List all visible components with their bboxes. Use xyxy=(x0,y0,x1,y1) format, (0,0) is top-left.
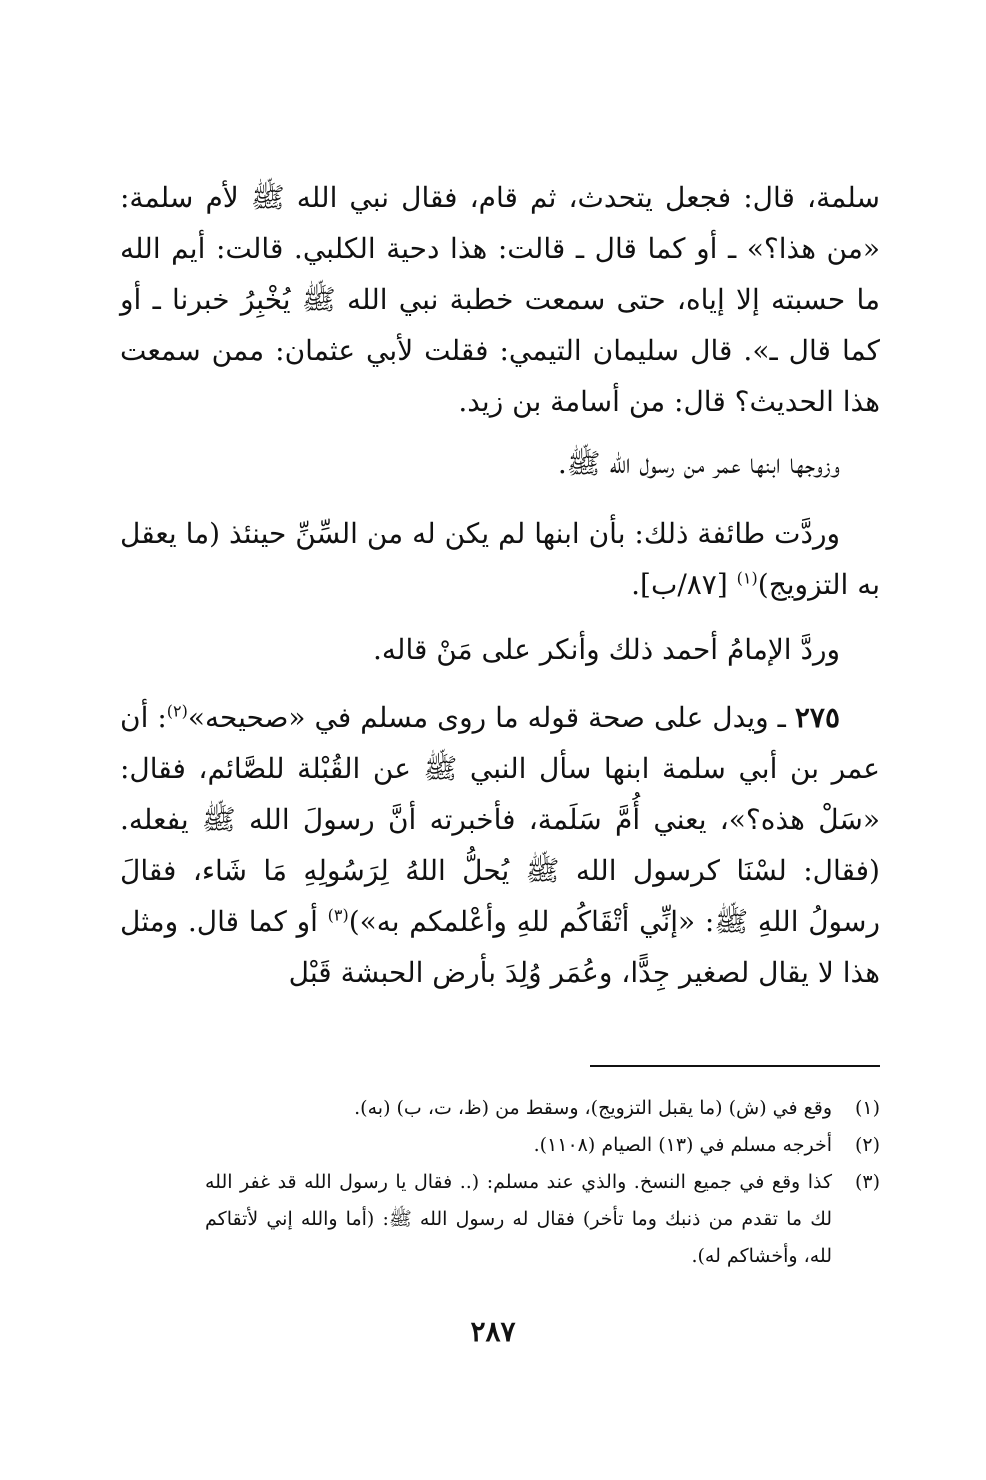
paragraph-number: ٢٧٥ xyxy=(794,701,840,734)
body-text-4 xyxy=(120,624,880,675)
paragraph-objection xyxy=(120,508,880,610)
p275-text-3: أو كما قال. ومثل هذا لا يقال لصغير جِدًّا، وعُمَر وُلِدَ بأرض الحبشة قَبْل xyxy=(120,905,880,989)
paragraph-275 xyxy=(120,692,880,998)
footnote-divider xyxy=(590,1065,880,1067)
body-text-3 xyxy=(120,508,880,610)
footnote-3 xyxy=(205,1164,880,1275)
footnotes xyxy=(205,1090,880,1275)
footnote-ref-3[interactable]: (٣) xyxy=(327,905,349,925)
footnote-ref-2[interactable]: (٢) xyxy=(166,701,188,721)
folio-marker: [٨٧/ب]. xyxy=(631,568,737,601)
footnote-1 xyxy=(205,1090,880,1127)
page-number: ٢٨٧ xyxy=(470,1315,516,1348)
body-text-2 xyxy=(120,438,880,489)
paragraph-marriage: وزوجها ابنها عمر من رسول الله ﷺ. xyxy=(557,447,840,480)
footnote-text: أخرجه مسلم في (١٣) الصيام (١١٠٨). xyxy=(533,1134,832,1156)
body-text xyxy=(120,172,880,427)
footnote-text: كذا وقع في جميع النسخ. والذي عند مسلم: (.. فقال يا رسول الله قد غفر الله لك ما تقدم من ذنبك وما تأخر) فقال له رسول الله ﷺ: (أما والله إني لأتقاكم لله، وأخشاكم له). xyxy=(205,1171,832,1267)
footnote-2 xyxy=(205,1127,880,1164)
body-text-5 xyxy=(120,692,880,998)
paragraph-hadith-continuation: سلمة، قال: فجعل يتحدث، ثم قام، فقال نبي الله ﷺ لأم سلمة: «من هذا؟» ـ أو كما قال ـ قالت: هذا دحية الكلبي. قالت: أيم الله ما حسبته إلا إياه، حتى سمعت خطبة نبي الله ﷺ يُخْبِرُ خبرنا ـ أو كما قال ـ». قال سليمان التيمي: فقلت لأبي عثمان: ممن سمعت هذا الحديث؟ قال: من أسامة بن زيد. xyxy=(120,181,880,418)
paragraph-rebuttal: وردَّ الإمامُ أحمد ذلك وأنكر على مَنْ قاله. xyxy=(373,633,840,666)
objection-text: وردَّت طائفة ذلك: بأن ابنها لم يكن له من السِّنِّ حينئذ (ما يعقل به التزويج) xyxy=(120,517,880,601)
p275-text-2: : أن عمر بن أبي سلمة ابنها سأل النبي ﷺ عن القُبْلة للصَّائم، فقال: «سَلْ هذه؟»، يعني أُمَّ سَلَمة، فأخبرته أنَّ رسولَ الله ﷺ يفعله. (فقال: لسْنَا كرسول الله ﷺ يُحلُّ اللهُ لِرَسُولِهِ مَا شَاء، فقالَ رسولُ اللهِ ﷺ: «إنِّي أتْقَاكُم للهِ وأعْلمكم به») xyxy=(120,701,880,938)
footnote-number: (٢) xyxy=(854,1134,880,1156)
footnote-ref-1[interactable]: (١) xyxy=(736,568,758,588)
footnote-text: وقع في (ش) (ما يقبل التزويج)، وسقط من (ظ، ت، ب) (به). xyxy=(354,1097,832,1119)
p275-text-1: ـ ويدل على صحة قوله ما روى مسلم في «صحيحه» xyxy=(187,701,795,734)
footnote-number: (١) xyxy=(854,1097,880,1119)
footnote-number: (٣) xyxy=(854,1171,880,1193)
